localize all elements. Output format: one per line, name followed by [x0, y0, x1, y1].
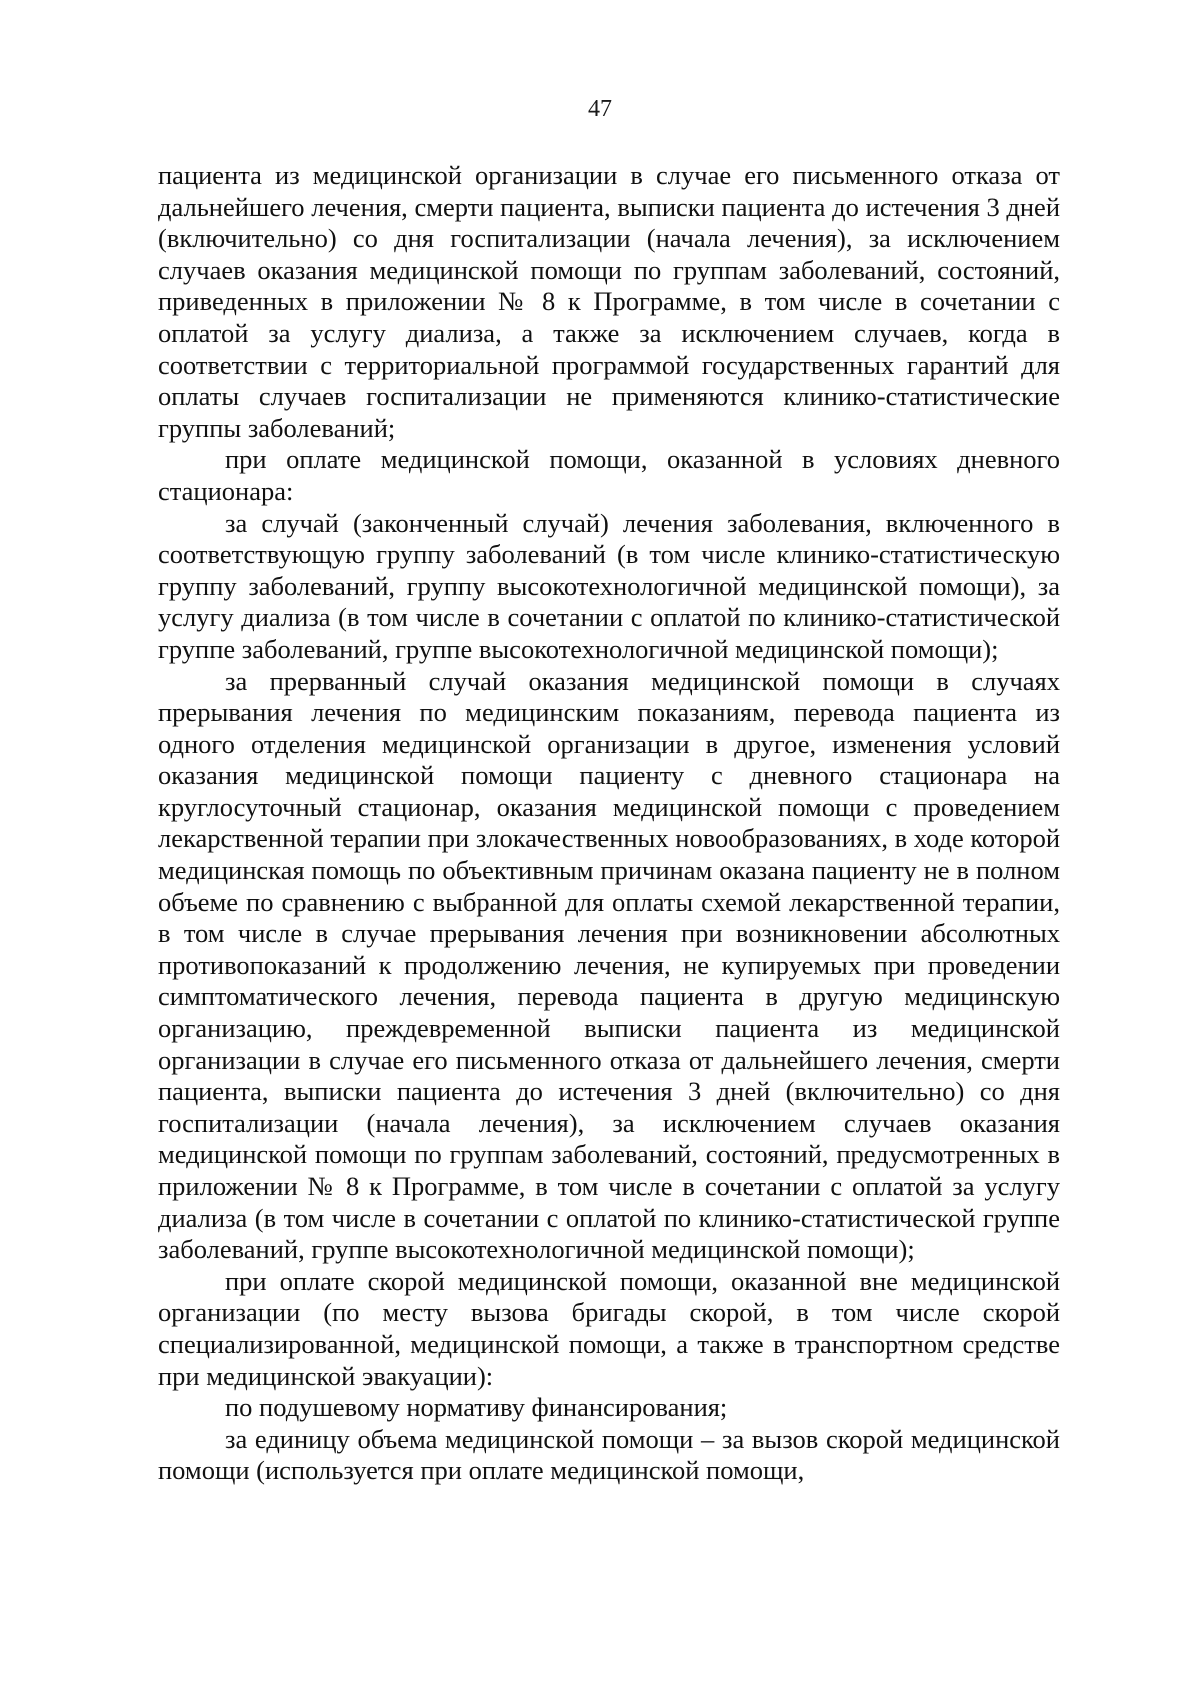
document-body: [158, 160, 1060, 1487]
paragraph-7: за единицу объема медицинской помощи – за вызов скорой медицинской помощи (используется при оплате медицинской помощи,: [158, 1423, 1060, 1486]
paragraph-1: пациента из медицинской организации в случае его письменного отказа от дальнейшего лечения, смерти пациента, выписки пациента до истечения 3 дней (включительно) со дня госпитализации (начала лечения), за исключением случаев оказания медицинской помощи по группам заболеваний, состояний, приведенных в приложении № 8 к Программе, в том числе в сочетании с оплатой за услугу диализа, а также за исключением случаев, когда в соответствии с территориальной программой государственных гарантий для оплаты случаев госпитализации не применяются клинико-статистические группы заболеваний;: [158, 160, 1060, 443]
page-number: 47: [588, 96, 612, 122]
paragraph-6: по подушевому нормативу финансирования;: [225, 1392, 728, 1423]
paragraph-4: за прерванный случай оказания медицинской помощи в случаях прерывания лечения по медицинским показаниям, перевода пациента из одного отделения медицинской организации в другое, изменения условий оказания медицинской помощи пациенту с дневного стационара на круглосуточный стационар, оказания медицинской помощи с проведением лекарственной терапии при злокачественных новообразованиях, в ходе которой медицинская помощь по объективным причинам оказана пациенту не в полном объеме по сравнению с выбранной для оплаты схемой лекарственной терапии, в том числе в случае прерывания лечения при возникновении абсолютных противопоказаний к продолжению лечения, не купируемых при проведении симптоматического лечения, перевода пациента в другую медицинскую организацию, преждевременной выписки пациента из медицинской организации в случае его письменного отказа от дальнейшего лечения, смерти пациента, выписки пациента до истечения 3 дней (включительно) со дня госпитализации (начала лечения), за исключением случаев оказания медицинской помощи по группам заболеваний, состояний, предусмотренных в приложении № 8 к Программе, в том числе в сочетании с оплатой за услугу диализа (в том числе в сочетании с оплатой по клинико-статистической группе заболеваний, группе высокотехнологичной медицинской помощи);: [158, 665, 1060, 1265]
paragraph-2: при оплате медицинской помощи, оказанной в условиях дневного стационара:: [158, 444, 1060, 506]
paragraph-3: за случай (законченный случай) лечения заболевания, включенного в соответствующую группу заболеваний (в том числе клинико-статистическую группу заболеваний, группу высокотехнологичной медицинской помощи), за услугу диализа (в том числе в сочетании с оплатой по клинико-статистической группе заболеваний, группе высокотехнологичной медицинской помощи);: [158, 507, 1060, 664]
paragraph-5: при оплате скорой медицинской помощи, оказанной вне медицинской организации (по месту вызова бригады скорой, в том числе скорой специализированной, медицинской помощи, а также в транспортном средстве при медицинской эвакуации):: [158, 1265, 1060, 1391]
